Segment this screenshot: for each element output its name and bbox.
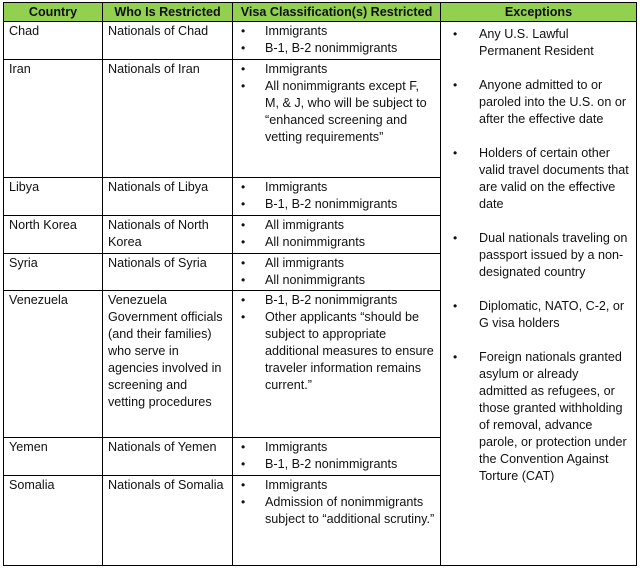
visa-classification-cell bbox=[233, 22, 441, 60]
bullet-icon: • bbox=[241, 440, 246, 454]
visa-classification-cell bbox=[233, 438, 441, 476]
bullet-icon: • bbox=[241, 310, 246, 324]
visa-classification-cell bbox=[233, 178, 441, 216]
country-cell: Syria bbox=[4, 254, 103, 291]
bullet-icon: • bbox=[241, 293, 246, 307]
who-restricted-cell: Nationals of Libya bbox=[103, 178, 233, 216]
visa-item-text: Immigrants bbox=[265, 24, 328, 38]
visa-item-text: All nonimmigrants bbox=[265, 273, 366, 287]
visa-item-text: All immigrants bbox=[265, 218, 345, 232]
exception-item bbox=[447, 298, 630, 332]
visa-item-text: Other applicants “should be subject to appropriate additional measures to ensure traveler information remains current.” bbox=[265, 310, 434, 392]
exception-item bbox=[447, 349, 630, 485]
visa-list-item bbox=[239, 234, 435, 251]
country-cell: Chad bbox=[4, 22, 103, 60]
who-restricted-cell: Nationals of Somalia bbox=[103, 476, 233, 566]
visa-list-item bbox=[239, 23, 435, 40]
bullet-icon: • bbox=[453, 350, 458, 364]
visa-list bbox=[239, 217, 435, 251]
visa-list-item bbox=[239, 179, 435, 196]
bullet-icon: • bbox=[453, 231, 458, 245]
visa-classification-cell bbox=[233, 216, 441, 254]
table-row bbox=[4, 22, 637, 60]
header-exceptions: Exceptions bbox=[441, 3, 637, 22]
visa-classification-cell bbox=[233, 60, 441, 178]
who-restricted-cell: Nationals of North Korea bbox=[103, 216, 233, 254]
visa-list-item bbox=[239, 477, 435, 494]
visa-item-text: Immigrants bbox=[265, 440, 328, 454]
visa-item-text: B-1, B-2 nonimmigrants bbox=[265, 293, 398, 307]
travel-restrictions-table bbox=[3, 2, 637, 566]
visa-item-text: B-1, B-2 nonimmigrants bbox=[265, 41, 398, 55]
visa-item-text: B-1, B-2 nonimmigrants bbox=[265, 197, 398, 211]
visa-list-item bbox=[239, 494, 435, 528]
bullet-icon: • bbox=[241, 457, 246, 471]
bullet-icon: • bbox=[241, 180, 246, 194]
exceptions-list bbox=[447, 26, 630, 485]
header-who-is-restricted: Who Is Restricted bbox=[103, 3, 233, 22]
visa-classification-cell bbox=[233, 291, 441, 438]
bullet-icon: • bbox=[453, 27, 458, 41]
country-cell: Yemen bbox=[4, 438, 103, 476]
visa-list bbox=[239, 439, 435, 473]
header-visa-classification: Visa Classification(s) Restricted bbox=[233, 3, 441, 22]
visa-list bbox=[239, 179, 435, 213]
country-cell: Somalia bbox=[4, 476, 103, 566]
exception-item bbox=[447, 26, 630, 60]
visa-list-item bbox=[239, 456, 435, 473]
header-row bbox=[4, 3, 637, 22]
bullet-icon: • bbox=[241, 79, 246, 93]
bullet-icon: • bbox=[241, 24, 246, 38]
exception-text: Diplomatic, NATO, C-2, or G visa holders bbox=[479, 299, 625, 330]
visa-list-item bbox=[239, 309, 435, 394]
visa-item-text: Immigrants bbox=[265, 478, 328, 492]
visa-list bbox=[239, 477, 435, 528]
visa-list bbox=[239, 61, 435, 146]
visa-item-text: Immigrants bbox=[265, 180, 328, 194]
visa-item-text: Immigrants bbox=[265, 62, 328, 76]
header-country: Country bbox=[4, 3, 103, 22]
exception-text: Any U.S. Lawful Permanent Resident bbox=[479, 27, 594, 58]
bullet-icon: • bbox=[241, 478, 246, 492]
visa-classification-cell bbox=[233, 254, 441, 291]
exception-text: Foreign nationals granted asylum or already admitted as refugees, or those granted withholding of removal, advance parole, or protection under the Convention Against Torture (CAT) bbox=[479, 350, 627, 483]
visa-item-text: Admission of nonimmigrants subject to “additional scrutiny.” bbox=[265, 495, 435, 526]
bullet-icon: • bbox=[453, 78, 458, 92]
who-restricted-cell: Nationals of Iran bbox=[103, 60, 233, 178]
bullet-icon: • bbox=[453, 146, 458, 160]
visa-list bbox=[239, 255, 435, 289]
visa-list bbox=[239, 23, 435, 57]
visa-list-item bbox=[239, 255, 435, 272]
exception-item bbox=[447, 230, 630, 281]
bullet-icon: • bbox=[453, 299, 458, 313]
exceptions-cell bbox=[441, 22, 637, 566]
who-restricted-cell: Nationals of Chad bbox=[103, 22, 233, 60]
visa-list-item bbox=[239, 40, 435, 57]
visa-classification-cell bbox=[233, 476, 441, 566]
exception-text: Anyone admitted to or paroled into the U.S. on or after the effective date bbox=[479, 78, 627, 126]
visa-item-text: B-1, B-2 nonimmigrants bbox=[265, 457, 398, 471]
bullet-icon: • bbox=[241, 256, 246, 270]
bullet-icon: • bbox=[241, 273, 246, 287]
bullet-icon: • bbox=[241, 197, 246, 211]
who-restricted-cell: Nationals of Syria bbox=[103, 254, 233, 291]
visa-list-item bbox=[239, 439, 435, 456]
visa-list-item bbox=[239, 78, 435, 146]
visa-list-item bbox=[239, 217, 435, 234]
visa-item-text: All nonimmigrants except F, M, & J, who will be subject to “enhanced screening and vetting requirements” bbox=[265, 79, 427, 144]
country-cell: North Korea bbox=[4, 216, 103, 254]
bullet-icon: • bbox=[241, 218, 246, 232]
who-restricted-cell: Venezuela Government officials (and their families) who serve in agencies involved in screening and vetting procedures bbox=[103, 291, 233, 438]
exception-item bbox=[447, 77, 630, 128]
bullet-icon: • bbox=[241, 62, 246, 76]
who-restricted-cell: Nationals of Yemen bbox=[103, 438, 233, 476]
exception-text: Dual nationals traveling on passport issued by a non-designated country bbox=[479, 231, 628, 279]
visa-list-item bbox=[239, 61, 435, 78]
visa-item-text: All immigrants bbox=[265, 256, 345, 270]
visa-list-item bbox=[239, 272, 435, 289]
visa-item-text: All nonimmigrants bbox=[265, 235, 366, 249]
visa-list bbox=[239, 292, 435, 394]
bullet-icon: • bbox=[241, 235, 246, 249]
visa-list-item bbox=[239, 292, 435, 309]
exception-text: Holders of certain other valid travel documents that are valid on the effective date bbox=[479, 146, 629, 211]
country-cell: Libya bbox=[4, 178, 103, 216]
country-cell: Venezuela bbox=[4, 291, 103, 438]
visa-list-item bbox=[239, 196, 435, 213]
country-cell: Iran bbox=[4, 60, 103, 178]
bullet-icon: • bbox=[241, 41, 246, 55]
bullet-icon: • bbox=[241, 495, 246, 509]
exception-item bbox=[447, 145, 630, 213]
